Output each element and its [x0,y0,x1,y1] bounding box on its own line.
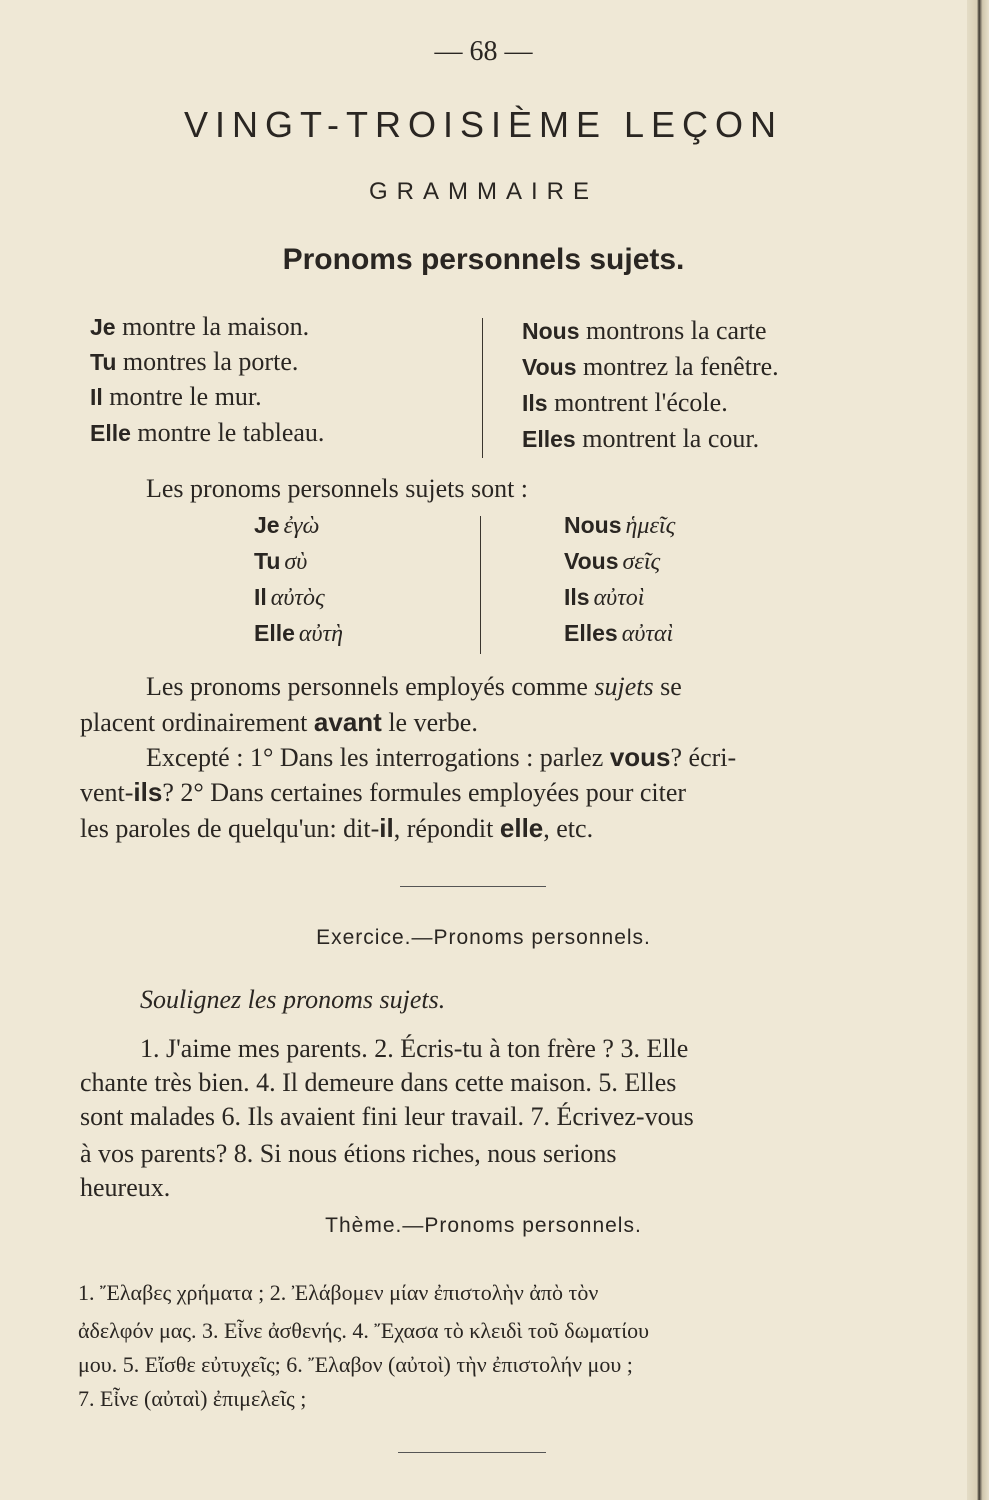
exercise-line-5: heureux. [80,1173,171,1202]
rule-line-5: les paroles de quelqu'un: dit-il, répondit elle, etc. [80,813,594,843]
example-left-1: Je montre la maison. [90,312,310,341]
rule-line-2: placent ordinairement avant le verbe. [80,707,478,737]
rule-line-1: Les pronoms personnels employés comme sujets se [146,672,682,701]
example-right-2: Vous montrez la fenêtre. [522,352,779,381]
pronoun-elles: Elles αὐταὶ [564,620,674,647]
pronoun-ils: Ils αὐτοὶ [564,584,645,611]
topic-title: Pronoms personnels sujets. [282,243,685,276]
theme-line-3: μου. 5. Εἴσθε εὐτυχεῖς; 6. Ἔλαβον (αὐτοὶ) τὴν ἐπιστολήν μου ; [78,1352,633,1377]
pronouns-intro: Les pronoms personnels sujets sont : [146,474,529,503]
book-spine [967,0,989,1500]
exercise-line-1: 1. J'aime mes parents. 2. Écris-tu à ton frère ? 3. Elle [140,1034,689,1063]
example-right-4: Elles montrent la cour. [522,424,760,453]
section-title: GRAMMAIRE [368,178,598,205]
pronoun-je: Je ἐγὼ [254,512,320,539]
lesson-title: VINGT-TROISIÈME LEÇON [183,104,784,145]
pronoun-elle: Elle αὐτὴ [254,620,344,647]
bottom-separator-line [398,1452,546,1453]
theme-title: Thème.—Pronoms personnels. [325,1214,642,1237]
exercise-title: Exercice.—Pronoms personnels. [316,926,651,949]
example-right-1: Nous montrons la carte [522,316,767,345]
exercise-line-3: sont malades 6. Ils avaient fini leur travail. 7. Écrivez-vous [80,1102,694,1131]
separator-line [400,886,546,887]
pronoun-tu: Tu σὺ [254,548,308,575]
exercise-line-4: à vos parents? 8. Si nous étions riches, nous serions [80,1139,617,1168]
example-right-3: Ils montrent l'école. [522,388,728,417]
pronoun-divider [480,516,481,654]
pronoun-vous: Vous σεῖς [564,548,661,575]
theme-line-2: ἀδελφόν μας. 3. Εἶνε ἀσθενής. 4. Ἔχασα τὸ κλειδὶ τοῦ δωματίου [78,1318,650,1343]
page-number: — 68 — [434,36,533,67]
example-left-4: Elle montre le tableau. [90,418,325,447]
example-left-2: Tu montres la porte. [90,347,299,376]
column-divider [482,318,483,458]
exercise-instruction: Soulignez les pronoms sujets. [140,985,446,1014]
rule-line-4: vent-ils? 2° Dans certaines formules employées pour citer [80,777,687,807]
theme-line-4: 7. Εἶνε (αὐταὶ) ἐπιμελεῖς ; [78,1386,307,1411]
pronoun-nous: Nous ἡμεῖς [564,512,676,539]
exercise-line-2: chante très bien. 4. Il demeure dans cette maison. 5. Elles [80,1068,677,1097]
example-left-3: Il montre le mur. [90,382,262,411]
pronoun-il: Il αὐτὸς [254,584,325,611]
theme-line-1: 1. Ἔλαβες χρήματα ; 2. Ἐλάβομεν μίαν ἐπιστολὴν ἀπὸ τὸν [78,1280,599,1305]
rule-line-3: Excepté : 1° Dans les interrogations : parlez vous? écri- [146,742,737,772]
